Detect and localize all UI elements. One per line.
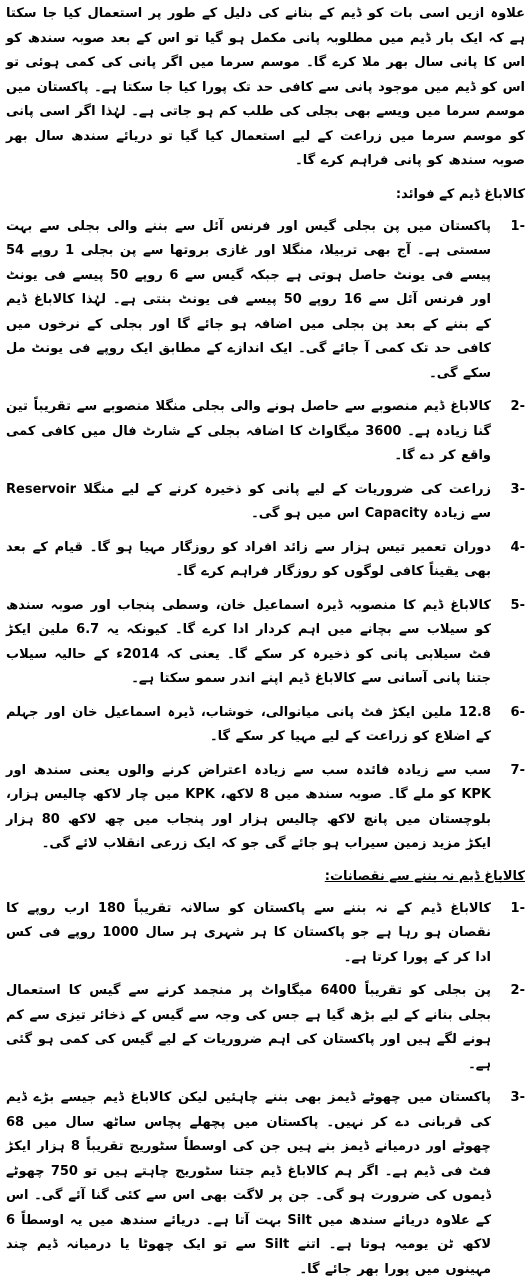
item-number: 2-: [510, 983, 525, 998]
intro-paragraph: علاوہ ازیں اسی بات کو ڈیم کے بنانے کی دلیل کے طور پر استعمال کیا جا سکتا ہے کہ ایک بار ڈیم میں مطلوبہ پانی مکمل ہو گیا تو اس کے بعد صوبہ سندھ کو اس کا پانی سال بھر ملا کرے گا۔ موسم سرما میں اگر پانی کی کمی ہوئی تو اس کو ڈیم میں موجود پانی سے کافی حد تک پورا کیا جا سکتا ہے۔ پاکستان میں موسم سرما میں ویسے بھی بجلی کی طلب کم ہو جاتی ہے۔ لہٰذا اگر اسی پانی کو موسم سرما میں زراعت کے لیے استعمال کیا گیا تو دریائے سندھ سال بھر صوبہ سندھ کو پانی فراہم کرے گا۔: [6, 6, 525, 168]
losses-heading: کالاباغ ڈیم نہ بننے سے نقصانات:: [324, 868, 525, 884]
item-number: 6-: [510, 704, 525, 720]
item-number: 3-: [510, 1090, 525, 1105]
item-text: سب سے زیادہ فائدہ سب سے زیادہ اعتراض کرنے والوں یعنی سندھ اور KPK کو ملے گا۔ صوبہ سندھ میں 8 لاکھ، KPK میں چار لاکھ چالیس ہزار، بلوچستان میں پانچ لاکھ چالیس ہزار اور پنجاب میں چھ لاکھ 80 ہزار ایکڑ مزید زمین سیراب ہو جائے گی جو کہ ایک زرعی انقلاب لائے گی۔: [6, 762, 492, 851]
benefit-item-4: [6, 536, 525, 585]
item-number: 4-: [510, 539, 525, 555]
benefit-item-6: [6, 701, 525, 750]
item-text: 12.8 ملین ایکڑ فٹ پانی میانوالی، خوشاب، ڈیرہ اسماعیل خان اور جہلم کے اضلاع کو زراعت کے لیے مہیا کر سکے گا۔: [6, 704, 491, 744]
item-text: پاکستان میں چھوٹے ڈیمز بھی بننے چاہئیں لیکن کالاباغ ڈیم جیسے بڑے ڈیم کی قربانی دے کر نہیں۔ پاکستان میں پچھلے پچاس ساٹھ سال میں 68 چھوٹے اور درمیانے ڈیمز بنے ہیں جن کی اوسطاً سٹوریج تقریباً 8 ہزار ایکڑ فٹ فی ڈیم ہے۔ اگر ہم کالاباغ ڈیم جتنا سٹوریج چاہتے ہیں تو 750 چھوٹے ڈیموں کی ضرورت ہو گی۔ جن پر لاگت بھی اس سے کئی گنا آئے گی۔ اس کے علاوہ دریائے سندھ میں Silt بہت آتا ہے۔ دریائے سندھ میں یہ اوسطاً 6 لاکھ ٹن یومیہ ہوتا ہے۔ اتنے Silt سے تو ایک چھوٹا یا درمیانہ ڈیم چند مہینوں میں پورا بھر جائے گا۔: [6, 1090, 492, 1277]
item-text: کالاباغ ڈیم کا منصوبہ ڈیرہ اسماعیل خان، وسطی پنجاب اور صوبہ سندھ کو سیلاب سے بچانے میں اہم کردار ادا کرے گا۔ کیونکہ یہ 6.7 ملین ایکڑ فٹ سیلابی پانی کو ذخیرہ کر سکے گا۔ یعنی کہ 2014ء کے حالیہ سیلاب جتنا پانی آسانی سے کالاباغ ڈیم اپنے اندر سمو سکتا ہے۔: [6, 597, 492, 686]
item-number: 5-: [510, 597, 525, 613]
loss-item-3: [6, 1086, 525, 1282]
benefit-item-2: [6, 395, 525, 469]
item-number: 7-: [510, 762, 525, 778]
loss-item-2: [6, 979, 525, 1077]
item-text: پن بجلی کو تقریباً 6400 میگاواٹ پر منجمد کرنے سے گیس کا استعمال بجلی بنانے کے لیے بڑھ گیا ہے جس کی وجہ سے گیس کے ذخائر تیزی سے کم ہونے لگے ہیں اور پاکستان کی اہم ضروریات کے لیے گیس کی کمی ہو گئی ہے۔: [6, 983, 492, 1072]
item-text: دوران تعمیر تیس ہزار سے زائد افراد کو روزگار مہیا ہو گا۔ قیام کے بعد بھی یقیناً کافی لوگوں کو روزگار فراہم کرے گا۔: [6, 539, 491, 579]
item-text: کالاباغ ڈیم کے نہ بننے سے پاکستان کو سالانہ تقریباً 180 ارب روپے کا نقصان ہو رہا ہے جو پاکستان کا ہر شہری ہر سال 1000 روپے فی کس ادا کر کے پورا کرتا ہے۔: [6, 900, 491, 965]
benefit-item-3: [6, 478, 525, 527]
benefit-item-5: [6, 594, 525, 692]
item-number: 2-: [510, 399, 525, 414]
loss-item-1: [6, 897, 525, 971]
item-text: کالاباغ ڈیم منصوبے سے حاصل ہونے والی بجلی منگلا منصوبے سے تقریباً تین گنا زیادہ ہے۔ 3600 میگاواٹ کا اضافہ بجلی کے شارٹ فال میں کافی کمی واقع کر دے گا۔: [6, 399, 491, 463]
benefit-item-1: [6, 215, 525, 387]
item-number: 3-: [510, 481, 525, 497]
item-number: 1-: [510, 900, 525, 916]
benefit-item-7: [6, 759, 525, 857]
item-number: 1-: [510, 218, 525, 234]
item-text: زراعت کی ضروریات کے لیے پانی کو ذخیرہ کرنے کے لیے منگلا Reservoir سے زیادہ Capacity اس میں ہو گی۔: [6, 481, 491, 521]
item-text: پاکستان میں پن بجلی گیس اور فرنس آئل سے بننے والی بجلی سے بہت سستی ہے۔ آج بھی تربیلا، منگلا اور غازی بروتھا سے پن بجلی 1 روپے 54 پیسے فی یونٹ حاصل ہوتی ہے جبکہ گیس سے 6 روپے 50 پیسے فی یونٹ اور فرنس آئل سے 16 روپے 50 پیسے فی یونٹ بنتی ہے۔ لہٰذا کالاباغ ڈیم کے بننے کے بعد پن بجلی میں اضافہ ہو جائے گا اور بجلی کے نرخوں میں کافی حد تک کمی آ جائے گی۔ ایک اندازے کے مطابق ایک روپے فی یونٹ مل سکے گی۔: [6, 218, 492, 381]
benefits-heading: کالاباغ ڈیم کے فوائد:: [395, 186, 525, 202]
